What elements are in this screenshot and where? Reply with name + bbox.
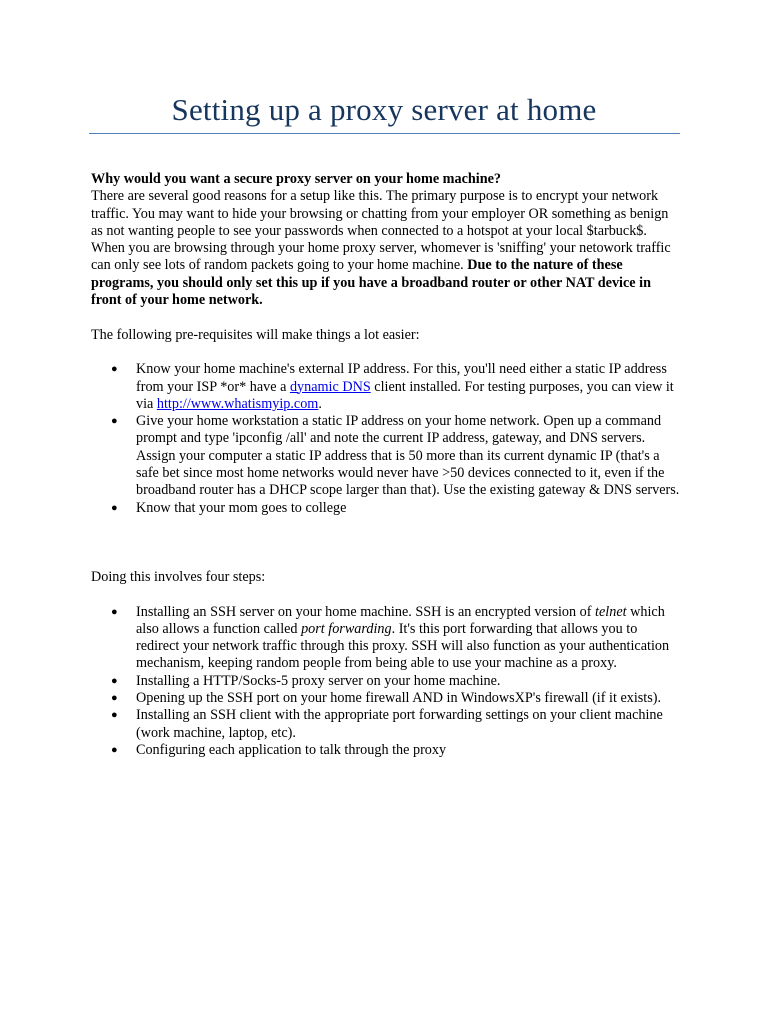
prereq-list — [91, 361, 681, 517]
bullet-icon: ● — [111, 709, 118, 722]
whatismyip-link[interactable]: http://www.whatismyip.com — [156, 395, 319, 412]
steps-intro: Doing this involves four steps: — [91, 568, 266, 585]
page-title: Setting up a proxy server at home — [171, 92, 597, 127]
list-item: ● Know your home machine's external IP address. For this, you'll need either a static IP address from your ISP *or* have a dynamic DNS client installed. For testing purposes, you can view it via http://www.whatismyip.com. — [111, 361, 674, 412]
telnet-term: telnet — [595, 603, 627, 620]
list-item: ● Installing a HTTP/Socks-5 proxy server on your home machine. — [111, 672, 501, 689]
intro-warning: Due to the nature of these programs, you should only set this up if you have a broadband router or other NAT device in front of your home network. — [91, 257, 651, 309]
intro-question: Why would you want a secure proxy server on your home machine? — [91, 171, 502, 187]
port-forwarding-term: port forwarding — [301, 620, 392, 637]
bullet-icon: ● — [111, 501, 118, 514]
list-item: ● Installing an SSH server on your home machine. SSH is an encrypted version of telnet which also allows a function called port forwarding. It's this port forwarding that allows you to redirect your network traffic through this proxy. SSH will also function as your authentication mechanism, keeping random people from being able to use your machine as a proxy. — [111, 603, 670, 672]
list-item: ● Give your home workstation a static IP address on your home network. Open up a command prompt and type 'ipconfig /all' and note the current IP address, gateway, and DNS servers. Assign your computer a static IP address that is 50 more than its current dynamic IP (that's a safe bet since most home networks would never have >50 devices connected to it, even if the broadband router has a DHCP scope larger than that). Use the existing gateway & DNS servers. — [111, 413, 680, 499]
list-item: ● Opening up the SSH port on your home firewall AND in WindowsXP's firewall (if it exists). — [111, 690, 662, 707]
bullet-icon: ● — [111, 743, 118, 756]
title-underline — [89, 133, 680, 134]
bullet-icon: ● — [111, 415, 118, 428]
list-item: ● Know that your mom goes to college — [111, 499, 347, 516]
dynamic-dns-link[interactable]: dynamic DNS — [289, 378, 371, 395]
document-body — [91, 171, 681, 759]
list-item: ● Installing an SSH client with the appropriate port forwarding settings on your client machine (work machine, laptop, etc). — [111, 707, 663, 741]
list-item: ● Configuring each application to talk through the proxy — [111, 741, 447, 758]
steps-list — [91, 604, 681, 760]
bullet-icon: ● — [111, 605, 118, 618]
bullet-icon: ● — [111, 692, 118, 705]
bullet-icon: ● — [111, 363, 118, 376]
intro-paragraph: There are several good reasons for a setup like this. The primary purpose is to encrypt your network traffic. You may want to hide your browsing or chatting from your employer OR something as benign as not wanting people to see your passwords when connected to a hotspot at your local $tarbuck$. When you are browsing through your home proxy server, whomever is 'sniffing' your netowork traffic can only see lots of random packets going to your home machine. Due to the nature of these programs, you should only set this up if you have a broadband router or other NAT device in front of your home network. — [91, 188, 671, 309]
bullet-icon: ● — [111, 674, 118, 687]
prereq-intro: The following pre-requisites will make things a lot easier: — [91, 326, 420, 343]
